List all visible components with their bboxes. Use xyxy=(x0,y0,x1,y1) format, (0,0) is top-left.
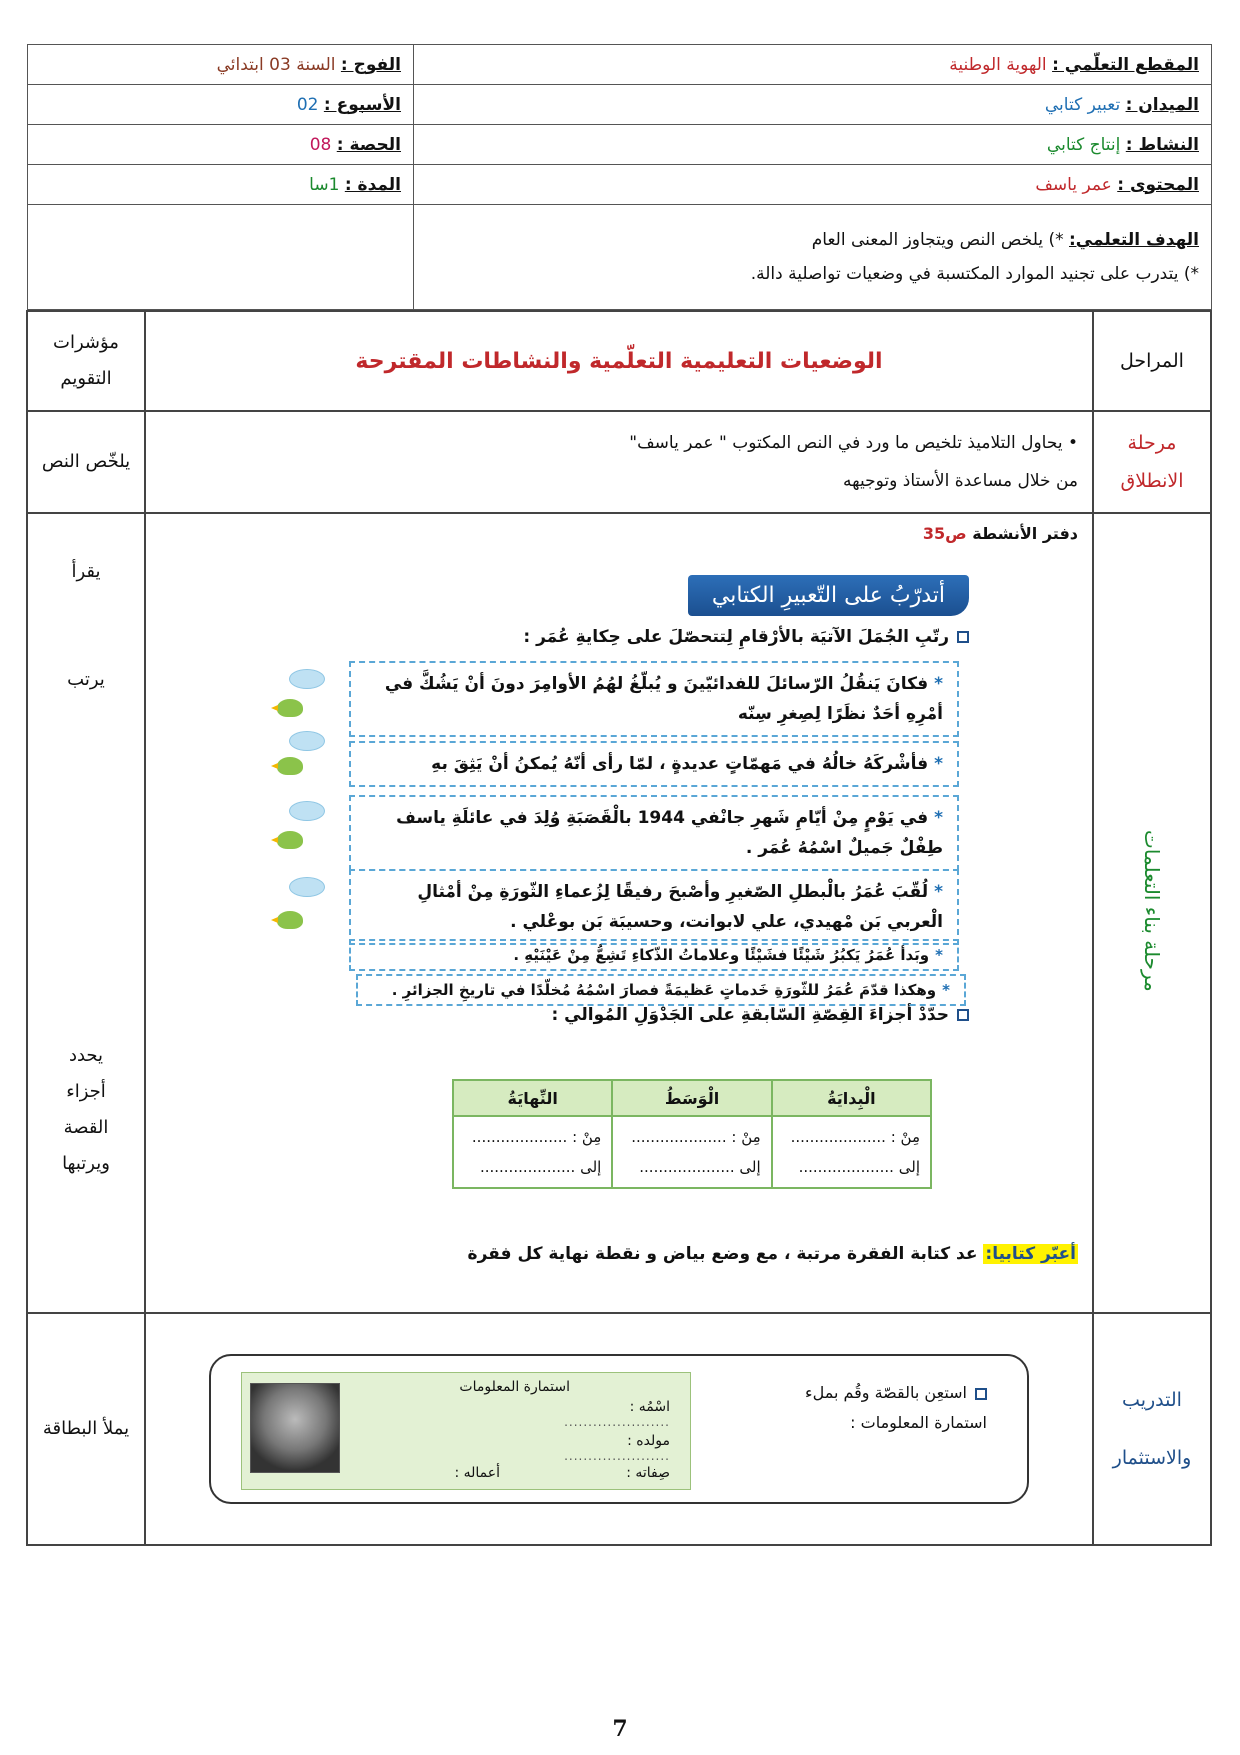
boy-photo xyxy=(250,1383,340,1473)
eval-start: يلخّص النص xyxy=(27,411,145,513)
form-traits-field: صِفاته : xyxy=(626,1465,670,1481)
parts-cell-end xyxy=(453,1116,612,1188)
start-activities xyxy=(145,411,1093,513)
field-value: تعبير كتابي xyxy=(1044,94,1121,115)
parts-header-end: النِّهايَةُ xyxy=(453,1080,612,1116)
blank-dots: .................... xyxy=(479,1158,576,1176)
order-instruction: رتّبِ الجُمَلَ الآتيَة بالأرْقامِ لِتتحصّلَ على حِكايةِ عُمَر : xyxy=(523,627,969,647)
workbook-banner: أتدرّبُ على التّعبيرِ الكتابي xyxy=(688,575,969,616)
week-value: 02 xyxy=(296,94,319,115)
blank-dots: .................... xyxy=(790,1128,886,1146)
eval-order: يرتب xyxy=(67,669,105,690)
eval-read: يقرأ xyxy=(71,561,101,582)
segment-value: الهوية الوطنية xyxy=(949,54,1047,75)
activity-cell xyxy=(414,125,1212,165)
duration-value: 1سا xyxy=(309,174,340,195)
goal-1: *) يلخص النص ويتجاوز المعنى العام xyxy=(811,230,1064,250)
start-line-1: • يحاول التلاميذ تلخيص ما ورد في النص المكتوب " عمر ياسف" xyxy=(629,433,1078,453)
bird-icon xyxy=(277,699,303,717)
notebook-label: دفتر الأنشطة xyxy=(972,524,1078,543)
sentence-card xyxy=(349,939,959,971)
from-label: مِنْ : xyxy=(731,1128,761,1146)
phase-build-cell xyxy=(1093,513,1211,1313)
sentence-text: فكانَ يَنقُلُ الرّسائلَ للفدائيّينَ و يُبلّغُ لهُمُ الأوامِرَ دونَ أنْ يَشُكَّ في أمْرِهِ أحَدٌ نظَرًا لِصِغرِ سِنّه xyxy=(384,674,943,724)
group-cell xyxy=(28,45,414,85)
eval-build-cell xyxy=(27,513,145,1313)
notebook-page: ص35 xyxy=(922,524,967,543)
eval-parts: يحدد أجزاء القصة ويرتبها xyxy=(62,1045,110,1174)
form-deeds-field: أعماله : xyxy=(454,1465,500,1481)
sentence-text: وهكذا قدّمَ عُمَرُ للثّورَةِ خَدماتٍ عَظيمَةً فصارَ اسْمُهُ مُخلّدًا في تاريخِ الجزائرِ . xyxy=(391,981,937,999)
info-form xyxy=(241,1372,691,1490)
parts-instruction: حدّدْ أجزاءَ القِصّةِ السّابقةِ على الجَدْوَلِ المُوالي : xyxy=(551,1005,969,1025)
activities-header: الوضعيات التعليمية التعلّمية والنشاطات المقترحة xyxy=(145,311,1093,411)
duration-cell xyxy=(28,165,414,205)
parts-cell-beginning xyxy=(772,1116,931,1188)
duration-label: المدة : xyxy=(344,174,401,195)
practice-activities xyxy=(145,1313,1093,1545)
session-label: الحصة : xyxy=(336,134,401,155)
goal-empty-cell xyxy=(28,205,414,310)
content-cell xyxy=(414,165,1212,205)
checkbox-square-icon xyxy=(957,1009,969,1021)
parts-header-beginning: الْبِدايَةُ xyxy=(772,1080,931,1116)
blank-dots: .................... xyxy=(798,1158,894,1176)
group-value: السنة 03 ابتدائي xyxy=(216,54,336,75)
lesson-sheet xyxy=(28,44,1212,1546)
sentence-card xyxy=(349,869,959,945)
last-sentence-wrap xyxy=(158,974,1078,1006)
blank-dots: .................... xyxy=(639,1158,735,1176)
sentence-card xyxy=(356,974,966,1006)
star-icon: * xyxy=(935,946,943,964)
form-birth-field: مولده : ...................... xyxy=(564,1433,670,1463)
number-bubble-icon xyxy=(289,801,325,821)
week-cell xyxy=(28,85,414,125)
sentence-card xyxy=(349,741,959,787)
content-label: المحتوى : xyxy=(1117,174,1199,195)
goal-label: الهدف التعلمي: xyxy=(1069,230,1199,250)
form-title: استمارة المعلومات xyxy=(459,1379,570,1395)
goal-line-1 xyxy=(426,223,1199,257)
number-bubble-icon xyxy=(289,877,325,897)
star-icon: * xyxy=(942,981,950,999)
session-value: 08 xyxy=(309,134,332,155)
sentence-text: فأشْركَهُ خالُهُ في مَهمّاتٍ عديدةٍ ، لمّا رأى أنّهُ يُمكنُ أنْ يَثِقَ بهِ xyxy=(431,754,929,774)
write-text: عد كتابة الفقرة مرتبة ، مع وضع بياض و نقطة نهاية كل فقرة xyxy=(467,1244,978,1264)
story-parts-table xyxy=(452,1079,932,1189)
phase-start: مرحلة الانطلاق xyxy=(1093,411,1211,513)
bird-icon xyxy=(277,911,303,929)
parts-cell-middle xyxy=(612,1116,771,1188)
goal-2: *) يتدرب على تجنيد الموارد المكتسبة في وضعيات تواصلية دالة. xyxy=(750,264,1199,284)
activity-value: إنتاج كتابي xyxy=(1046,134,1121,155)
activity-label: النشاط : xyxy=(1125,134,1199,155)
goal-cell xyxy=(414,205,1212,310)
page-number: 7 xyxy=(612,1716,628,1742)
segment-cell xyxy=(414,45,1212,85)
number-bubble-icon xyxy=(289,731,325,751)
star-icon: * xyxy=(934,882,943,902)
bird-icon xyxy=(277,831,303,849)
blank-dots: .................... xyxy=(631,1128,727,1146)
checkbox-square-icon xyxy=(957,631,969,643)
form-name-field: اسْمُه : ...................... xyxy=(564,1399,670,1429)
sentence-card xyxy=(349,661,959,737)
write-instruction xyxy=(468,1244,1078,1264)
sentence-text: في يَوْمٍ مِنْ أيّامِ شَهرِ جانْفي 1944 بالْقَصَبَةِ وُلِدَ في عائلَةِ ياسف طِفْلٌ جَميلٌ اسْمُهُ عُمَر . xyxy=(396,808,943,858)
to-label: إلى xyxy=(580,1158,602,1176)
phases-header: المراحل xyxy=(1093,311,1211,411)
start-line-2: من خلال مساعدة الأستاذ وتوجيهه xyxy=(843,471,1078,491)
build-activities xyxy=(145,513,1093,1313)
star-icon: * xyxy=(934,754,943,774)
info-card-frame xyxy=(209,1354,1029,1504)
number-bubble-icon xyxy=(289,669,325,689)
card-instruction: استعِن بالقصّة وقُم بملء استمارة المعلومات : xyxy=(805,1378,987,1438)
write-highlight: أعبّر كتابيا: xyxy=(985,1244,1076,1264)
parts-header-middle: الْوَسَطُ xyxy=(612,1080,771,1116)
card-instruction-2: استمارة المعلومات : xyxy=(850,1413,987,1432)
main-table xyxy=(26,310,1212,1546)
group-label: الفوج : xyxy=(340,54,401,75)
to-label: إلى xyxy=(739,1158,761,1176)
notebook-ref xyxy=(160,524,1078,543)
from-label: مِنْ : xyxy=(890,1128,920,1146)
star-icon: * xyxy=(934,674,943,694)
field-label: الميدان : xyxy=(1125,94,1199,115)
phase-build: مرحلة بناء التعلمات xyxy=(1140,829,1164,992)
week-label: الأسبوع : xyxy=(323,94,401,115)
eval-header: مؤشرات التقويم xyxy=(27,311,145,411)
star-icon: * xyxy=(934,808,943,828)
session-cell xyxy=(28,125,414,165)
blank-dots: .................... xyxy=(471,1128,568,1146)
to-label: إلى xyxy=(898,1158,920,1176)
from-label: مِنْ : xyxy=(572,1128,602,1146)
bird-icon xyxy=(277,757,303,775)
sentence-text: لُقّبَ عُمَرُ بالْبطلِ الصّغيرِ وأصْبحَ رفيقًا لِزُعماءِ الثّورَةِ مِنْ أمْثالِ الْعربي بَن مْهيدي، علي لابوانت، وحسيبَة بَن بوعْلي . xyxy=(417,882,943,932)
sentence-card xyxy=(349,795,959,871)
segment-label: المقطع التعلّمي : xyxy=(1052,54,1199,75)
sentence-text: وبَدأ عُمَرُ يَكبُرُ شَيْئًا فشَيْئًا وعلاماتُ الذّكاءِ تَشِعُّ مِنْ عَيْنَيْهِ . xyxy=(513,946,930,964)
field-cell xyxy=(414,85,1212,125)
content-value: عمر ياسف xyxy=(1035,174,1112,195)
checkbox-square-icon xyxy=(975,1388,987,1400)
header-table xyxy=(27,44,1212,310)
eval-card: يملأ البطاقة xyxy=(27,1313,145,1545)
phase-practice: التدريب والاستثمار xyxy=(1093,1313,1211,1545)
